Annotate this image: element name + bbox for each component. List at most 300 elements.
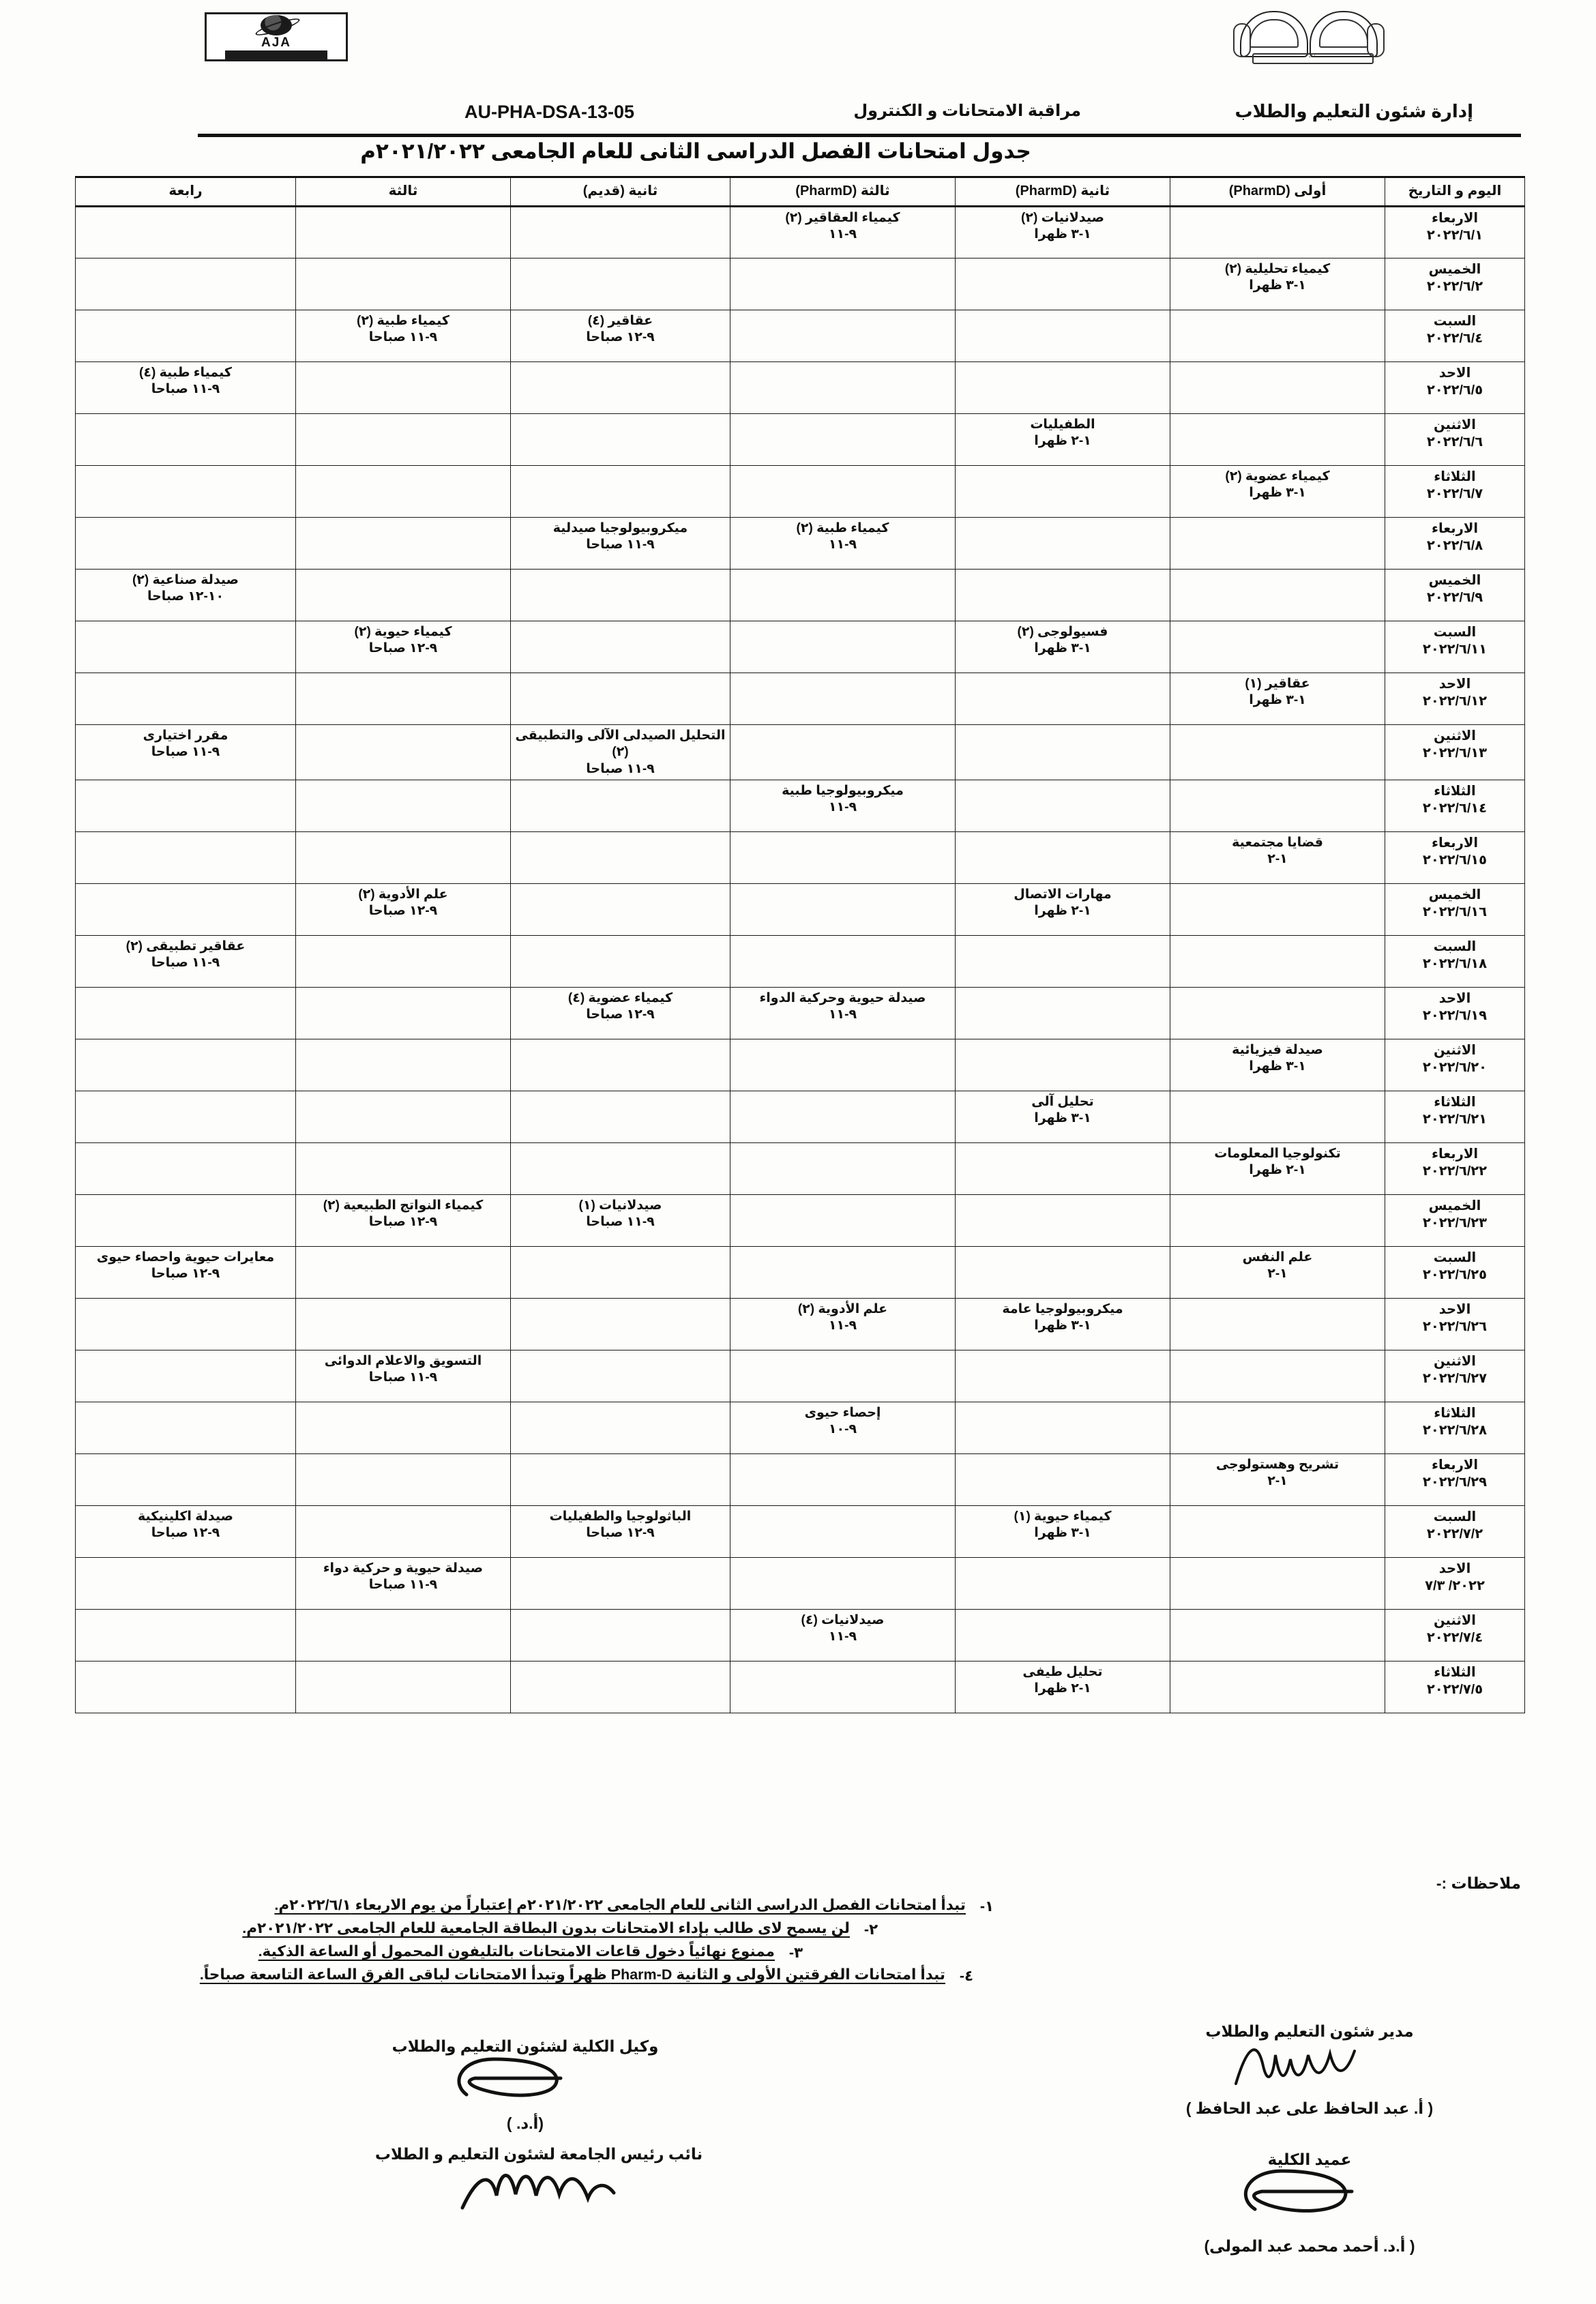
exam-time: ١-٢ ظهرا <box>1034 434 1091 449</box>
cell-year2 <box>956 310 1170 362</box>
cell-year3 <box>730 725 956 780</box>
signature-role-vice-president: نائب رئيس الجامعة لشئون التعليم و الطلاب <box>374 2145 703 2163</box>
cell-year2 <box>956 621 1170 673</box>
cell-date <box>1385 1039 1525 1091</box>
exam-time: ٩-١١ صباحا <box>151 745 220 760</box>
day-name: السبت <box>1433 314 1477 329</box>
cell-year2 <box>956 570 1170 621</box>
cell-year3 <box>730 1350 956 1402</box>
cell-old2 <box>511 1402 730 1453</box>
signature-name-vice-dean: (أ.د. ) <box>506 2114 544 2132</box>
cell-date <box>1385 935 1525 987</box>
column-header-year1: أولى (PharmD) <box>1170 177 1385 207</box>
signature-mark-dean <box>1228 2167 1391 2217</box>
notes-list <box>75 1897 1521 1985</box>
exam-time: ١-٢ ظهرا <box>1249 1163 1306 1178</box>
cell-date <box>1385 725 1525 780</box>
exam-subject: صيدلة اكلينيكية <box>138 1509 233 1524</box>
cell-year3 <box>730 1039 956 1091</box>
cell-date <box>1385 883 1525 935</box>
day-name: الاحد <box>1438 366 1471 381</box>
day-date: ٢٠٢٢/٦/٢٧ <box>1422 1370 1488 1386</box>
cell-third <box>296 987 511 1039</box>
cell-date <box>1385 621 1525 673</box>
cell-year3 <box>730 362 956 414</box>
cell-year2 <box>956 414 1170 466</box>
cell-fourth <box>76 883 296 935</box>
table-row <box>76 1505 1525 1557</box>
cell-year3 <box>730 466 956 518</box>
cell-fourth <box>76 518 296 570</box>
cell-fourth <box>76 935 296 987</box>
cell-year3 <box>730 570 956 621</box>
exam-subject: صيدلة فيزيائية <box>1232 1042 1323 1057</box>
cell-year1 <box>1170 987 1385 1039</box>
university-logo-caption: جامعة <box>1252 53 1374 64</box>
cell-third <box>296 259 511 310</box>
table-row <box>76 1609 1525 1661</box>
cell-fourth <box>76 1661 296 1713</box>
cell-year2 <box>956 1350 1170 1402</box>
exam-time: ١-٣ ظهرا <box>1249 1059 1306 1074</box>
cell-date <box>1385 1661 1525 1713</box>
university-logo-inner-right <box>1319 19 1368 48</box>
cell-fourth <box>76 780 296 831</box>
day-name: الاحد <box>1438 1301 1471 1317</box>
exam-subject: صيدلة حيوية وحركية الدواء <box>759 990 926 1005</box>
day-name: الاحد <box>1438 990 1471 1006</box>
cell-third <box>296 310 511 362</box>
day-name: الثلاثاء <box>1434 469 1476 484</box>
cell-third <box>296 1350 511 1402</box>
cell-third <box>296 1453 511 1505</box>
day-name: الاثنين <box>1434 1042 1476 1058</box>
exam-subject: صيدلانيات (٤) <box>801 1612 885 1627</box>
cell-old2 <box>511 362 730 414</box>
aja-logo <box>205 12 348 61</box>
cell-old2 <box>511 883 730 935</box>
day-date: ٢٠٢٢/٦/١٤ <box>1422 800 1488 816</box>
day-date: ٢٠٢٢/٧/٢ <box>1426 1526 1483 1541</box>
cell-year3 <box>730 1661 956 1713</box>
exam-subject: تكنولوجيا المعلومات <box>1214 1146 1341 1161</box>
cell-fourth <box>76 1194 296 1246</box>
cell-old2 <box>511 1661 730 1713</box>
cell-date <box>1385 1142 1525 1194</box>
day-date: ٢٠٢٢/٦/١٩ <box>1422 1007 1488 1023</box>
exam-time: ١-٣ ظهرا <box>1034 1318 1091 1333</box>
day-name: الاربعاء <box>1431 1146 1479 1162</box>
day-date: ٢٠٢٢/٧/٤ <box>1426 1629 1483 1645</box>
day-date: ٢٠٢٢/٦/٢٠ <box>1422 1059 1488 1075</box>
page-title-text: جدول امتحانات الفصل الدراسى الثانى للعام الجامعى ٢٠٢١/٢٠٢٢م <box>360 139 1031 163</box>
cell-year2 <box>956 1298 1170 1350</box>
cell-date <box>1385 414 1525 466</box>
cell-old2 <box>511 414 730 466</box>
cell-year1 <box>1170 1557 1385 1609</box>
exam-time: ٩-١١ <box>828 1629 857 1644</box>
exam-subject: فسيولوجى (٢) <box>1017 625 1108 639</box>
cell-fourth <box>76 414 296 466</box>
cell-year1 <box>1170 414 1385 466</box>
exam-time: ٩-١١ صباحا <box>586 537 655 552</box>
table-row <box>76 1142 1525 1194</box>
exam-subject: علم النفس <box>1242 1250 1313 1265</box>
table-row <box>76 207 1525 259</box>
cell-date <box>1385 259 1525 310</box>
table-row <box>76 1194 1525 1246</box>
signature-name-director: ( أ. عبد الحافظ على عبد الحافظ ) <box>1185 2099 1434 2117</box>
exam-subject: عقاقير تطبيقى (٢) <box>125 939 246 954</box>
exam-time: ٩-١١ صباحا <box>368 1370 438 1385</box>
exam-time: ٩-١٢ صباحا <box>586 1007 655 1022</box>
day-name: الاربعاء <box>1431 1457 1479 1473</box>
cell-date <box>1385 518 1525 570</box>
cell-year1 <box>1170 1609 1385 1661</box>
signature-name-dean: ( أ.د. أحمد محمد عبد المولى) <box>1204 2237 1415 2255</box>
cell-year3 <box>730 1453 956 1505</box>
exam-subject: صيدلانيات (٢) <box>1021 211 1104 225</box>
cell-year1 <box>1170 1039 1385 1091</box>
cell-old2 <box>511 1091 730 1142</box>
cell-year2 <box>956 466 1170 518</box>
table-row <box>76 673 1525 725</box>
column-header-year3: ثالثة (PharmD) <box>730 177 956 207</box>
exam-time: ٩-١٠ <box>828 1422 857 1437</box>
exam-subject: التسويق والاعلام الدوائى <box>324 1353 482 1368</box>
cell-date <box>1385 362 1525 414</box>
university-logo-wing-left <box>1233 23 1251 57</box>
cell-old2 <box>511 725 730 780</box>
cell-year2 <box>956 1557 1170 1609</box>
cell-year3 <box>730 1557 956 1609</box>
cell-year3 <box>730 1609 956 1661</box>
cell-year1 <box>1170 780 1385 831</box>
day-date: ٢٠٢٢/٦/٢٢ <box>1422 1163 1488 1179</box>
day-name: الثلاثاء <box>1434 1094 1476 1110</box>
day-name: الخميس <box>1428 887 1481 902</box>
cell-year1 <box>1170 518 1385 570</box>
exam-subject: كيمياء العقاقير (٢) <box>785 211 900 225</box>
cell-year2 <box>956 1505 1170 1557</box>
cell-third <box>296 414 511 466</box>
cell-old2 <box>511 780 730 831</box>
cell-year2 <box>956 1246 1170 1298</box>
signature-role-dean: عميد الكلية <box>1267 2151 1352 2168</box>
cell-year2 <box>956 1039 1170 1091</box>
day-date: ٢٠٢٢/٧/٥ <box>1426 1681 1483 1697</box>
table-row <box>76 987 1525 1039</box>
cell-year2 <box>956 207 1170 259</box>
signature-mark-vice-dean <box>443 2054 607 2104</box>
note-item <box>75 1920 1521 1938</box>
table-row <box>76 831 1525 883</box>
day-date: ٢٠٢٢/٦/٧ <box>1426 486 1483 501</box>
cell-year3 <box>730 1505 956 1557</box>
cell-third <box>296 570 511 621</box>
cell-year3 <box>730 780 956 831</box>
university-logo-wing-right <box>1367 23 1385 57</box>
table-row <box>76 1298 1525 1350</box>
day-name: الاثنين <box>1434 1612 1476 1628</box>
cell-fourth <box>76 362 296 414</box>
cell-date <box>1385 1453 1525 1505</box>
cell-year1 <box>1170 1298 1385 1350</box>
cell-third <box>296 1298 511 1350</box>
table-row <box>76 725 1525 780</box>
cell-year2 <box>956 1091 1170 1142</box>
exam-subject: قضايا مجتمعية <box>1232 835 1323 850</box>
cell-year3 <box>730 883 956 935</box>
day-date: ٢٠٢٢/٦/١٢ <box>1422 693 1488 709</box>
day-date: ٢٠٢٢/٦/١١ <box>1422 641 1488 657</box>
cell-date <box>1385 570 1525 621</box>
day-date: ٢٠٢٢/٦/٢٩ <box>1422 1474 1488 1490</box>
day-name: الخميس <box>1428 262 1481 277</box>
cell-fourth <box>76 1402 296 1453</box>
cell-third <box>296 518 511 570</box>
cell-third <box>296 673 511 725</box>
cell-third <box>296 935 511 987</box>
cell-year1 <box>1170 1091 1385 1142</box>
cell-date <box>1385 1505 1525 1557</box>
cell-date <box>1385 1402 1525 1453</box>
cell-year3 <box>730 518 956 570</box>
cell-third <box>296 466 511 518</box>
day-name: الثلاثاء <box>1434 783 1476 799</box>
cell-fourth <box>76 621 296 673</box>
day-date: ٢٠٢٢/٦/١٨ <box>1422 956 1488 971</box>
day-date: ٢٠٢٢/٦/٢٣ <box>1422 1215 1488 1230</box>
cell-old2 <box>511 518 730 570</box>
day-name: الاربعاء <box>1431 211 1479 226</box>
table-row <box>76 310 1525 362</box>
exam-time: ٩-١١ صباحا <box>368 330 438 345</box>
day-name: السبت <box>1433 625 1477 640</box>
exam-subject: صيدلانيات (١) <box>578 1198 662 1213</box>
cell-third <box>296 780 511 831</box>
note-number: ٢- <box>863 1921 878 1938</box>
cell-fourth <box>76 725 296 780</box>
cell-year3 <box>730 621 956 673</box>
day-name: الثلاثاء <box>1434 1664 1476 1680</box>
cell-old2 <box>511 1246 730 1298</box>
header-divider <box>198 134 1521 137</box>
cell-fourth <box>76 1453 296 1505</box>
cell-year1 <box>1170 725 1385 780</box>
table-row <box>76 1402 1525 1453</box>
day-name: الاربعاء <box>1431 835 1479 851</box>
cell-date <box>1385 1609 1525 1661</box>
cell-fourth <box>76 831 296 883</box>
table-row <box>76 259 1525 310</box>
cell-fourth <box>76 207 296 259</box>
note-number: ١- <box>979 1898 994 1915</box>
day-name: الاثنين <box>1434 417 1476 432</box>
cell-year3 <box>730 310 956 362</box>
cell-year3 <box>730 935 956 987</box>
exam-subject: كيمياء طبية (٤) <box>139 366 232 380</box>
cell-year1 <box>1170 935 1385 987</box>
note-item <box>75 1897 1521 1915</box>
day-date: ٢٠٢٢/٦/٢١ <box>1422 1111 1488 1127</box>
exam-time: ٩-١٢ صباحا <box>151 1526 220 1541</box>
exam-subject: كيمياء حيوية (٢) <box>354 625 452 639</box>
signature-mark-director <box>1228 2039 1391 2089</box>
cell-year2 <box>956 1661 1170 1713</box>
exam-time: ١-٢ <box>1267 852 1288 867</box>
signature-block-director <box>1119 2022 1501 2118</box>
cell-year3 <box>730 1194 956 1246</box>
cell-year2 <box>956 1453 1170 1505</box>
cell-year3 <box>730 1091 956 1142</box>
day-date: ٢٠٢٢/٦/١٥ <box>1422 852 1488 868</box>
cell-date <box>1385 1557 1525 1609</box>
table-row <box>76 780 1525 831</box>
column-header-third: ثالثة <box>296 177 511 207</box>
cell-old2 <box>511 466 730 518</box>
table-row <box>76 1557 1525 1609</box>
cell-year3 <box>730 673 956 725</box>
cell-old2 <box>511 1350 730 1402</box>
header-admin-label: إدارة شئون التعليم والطلاب <box>1235 101 1473 121</box>
column-header-year2: ثانية (PharmD) <box>956 177 1170 207</box>
cell-third <box>296 621 511 673</box>
page-title <box>0 139 1596 164</box>
note-number: ٤- <box>959 1968 974 1984</box>
cell-old2 <box>511 673 730 725</box>
cell-fourth <box>76 1557 296 1609</box>
cell-year3 <box>730 1402 956 1453</box>
cell-year1 <box>1170 1402 1385 1453</box>
day-date: ٢٠٢٢/٦/٩ <box>1426 589 1483 605</box>
day-date: ٢٠٢٢/٦/٢٥ <box>1422 1267 1488 1282</box>
document-header <box>75 101 1521 132</box>
cell-year3 <box>730 1246 956 1298</box>
cell-date <box>1385 780 1525 831</box>
cell-fourth <box>76 1350 296 1402</box>
cell-date <box>1385 1246 1525 1298</box>
cell-date <box>1385 1091 1525 1142</box>
signature-block-dean <box>1119 2151 1501 2256</box>
cell-year1 <box>1170 1194 1385 1246</box>
cell-date <box>1385 987 1525 1039</box>
exam-time: ٩-١١ صباحا <box>586 1215 655 1230</box>
cell-third <box>296 207 511 259</box>
table-row <box>76 362 1525 414</box>
cell-year3 <box>730 987 956 1039</box>
exam-subject: كيمياء طبية (٢) <box>357 314 449 328</box>
exam-subject: مقرر اختيارى <box>143 728 228 743</box>
exam-subject: معايرات حيوية واحصاء حيوى <box>96 1250 275 1265</box>
day-name: الاحد <box>1438 1561 1471 1576</box>
cell-year3 <box>730 414 956 466</box>
day-name: الاثنين <box>1434 728 1476 743</box>
column-header-date: اليوم و التاريخ <box>1385 177 1525 207</box>
cell-year1 <box>1170 621 1385 673</box>
exam-subject: مهارات الاتصال <box>1014 887 1112 902</box>
cell-date <box>1385 1194 1525 1246</box>
day-date: ٢٠٢٢/٦/٢٦ <box>1422 1318 1488 1334</box>
exam-time: ٩-١١ صباحا <box>368 1578 438 1593</box>
cell-year3 <box>730 831 956 883</box>
cell-fourth <box>76 673 296 725</box>
cell-old2 <box>511 1453 730 1505</box>
cell-fourth <box>76 987 296 1039</box>
exam-time: ٩-١٢ صباحا <box>151 1267 220 1282</box>
cell-year1 <box>1170 570 1385 621</box>
cell-year1 <box>1170 1453 1385 1505</box>
cell-fourth <box>76 1142 296 1194</box>
exam-subject: ميكروبيولوجيا عامة <box>1002 1301 1123 1316</box>
exam-time: ١-٢ ظهرا <box>1034 1681 1091 1696</box>
cell-year1 <box>1170 1505 1385 1557</box>
cell-old2 <box>511 987 730 1039</box>
cell-year2 <box>956 987 1170 1039</box>
cell-date <box>1385 1298 1525 1350</box>
cell-old2 <box>511 259 730 310</box>
cell-third <box>296 1142 511 1194</box>
cell-old2 <box>511 207 730 259</box>
cell-date <box>1385 310 1525 362</box>
cell-old2 <box>511 1039 730 1091</box>
university-logo-tablet-left <box>1240 11 1308 57</box>
cell-date <box>1385 831 1525 883</box>
exam-time: ٩-١١ <box>828 1318 857 1333</box>
signature-role-director: مدير شئون التعليم والطلاب <box>1205 2022 1414 2040</box>
day-date: ٢٠٢٢/٦/٥ <box>1426 382 1483 398</box>
exam-subject: صيدلة صناعية (٢) <box>132 573 239 587</box>
cell-year3 <box>730 1142 956 1194</box>
note-item <box>75 1966 1521 1985</box>
cell-year3 <box>730 207 956 259</box>
exam-subject: تشريح وهستولوجى <box>1215 1457 1340 1472</box>
cell-year2 <box>956 673 1170 725</box>
exam-time: ٩-١٢ صباحا <box>368 1215 438 1230</box>
table-row <box>76 466 1525 518</box>
exam-subject: كيمياء عضوية (٢) <box>1225 469 1330 484</box>
table-row <box>76 1350 1525 1402</box>
cell-third <box>296 1505 511 1557</box>
globe-icon <box>261 15 292 35</box>
cell-year1 <box>1170 362 1385 414</box>
day-date: ٢٠٢٢/٦/٦ <box>1426 434 1483 449</box>
cell-year2 <box>956 883 1170 935</box>
exam-time: ٩-١٢ صباحا <box>368 904 438 919</box>
day-name: السبت <box>1433 939 1477 954</box>
exam-subject: عقاقير (٤) <box>587 314 653 328</box>
day-date: ٢٠٢٢/ ٧/٣ <box>1425 1578 1485 1593</box>
cell-year3 <box>730 259 956 310</box>
exam-time: ١-٢ ظهرا <box>1034 904 1091 919</box>
exam-subject: الباثولوجيا والطفيليات <box>549 1509 692 1524</box>
exam-subject: كيمياء حيوية (١) <box>1014 1509 1112 1524</box>
exam-time: ١-٣ ظهرا <box>1249 278 1306 293</box>
aja-logo-bar <box>225 50 327 59</box>
cell-year1 <box>1170 207 1385 259</box>
cell-old2 <box>511 1298 730 1350</box>
exam-subject: ميكروبيولوجيا طبية <box>782 783 904 798</box>
signatures-section <box>75 2022 1521 2295</box>
cell-year1 <box>1170 310 1385 362</box>
cell-year1 <box>1170 1246 1385 1298</box>
cell-old2 <box>511 570 730 621</box>
day-date: ٢٠٢٢/٦/٢ <box>1426 278 1483 294</box>
column-header-old2: ثانية (قديم) <box>511 177 730 207</box>
cell-third <box>296 1194 511 1246</box>
exam-subject: عقاقير (١) <box>1245 677 1310 691</box>
day-date: ٢٠٢٢/٦/١٣ <box>1422 745 1488 760</box>
